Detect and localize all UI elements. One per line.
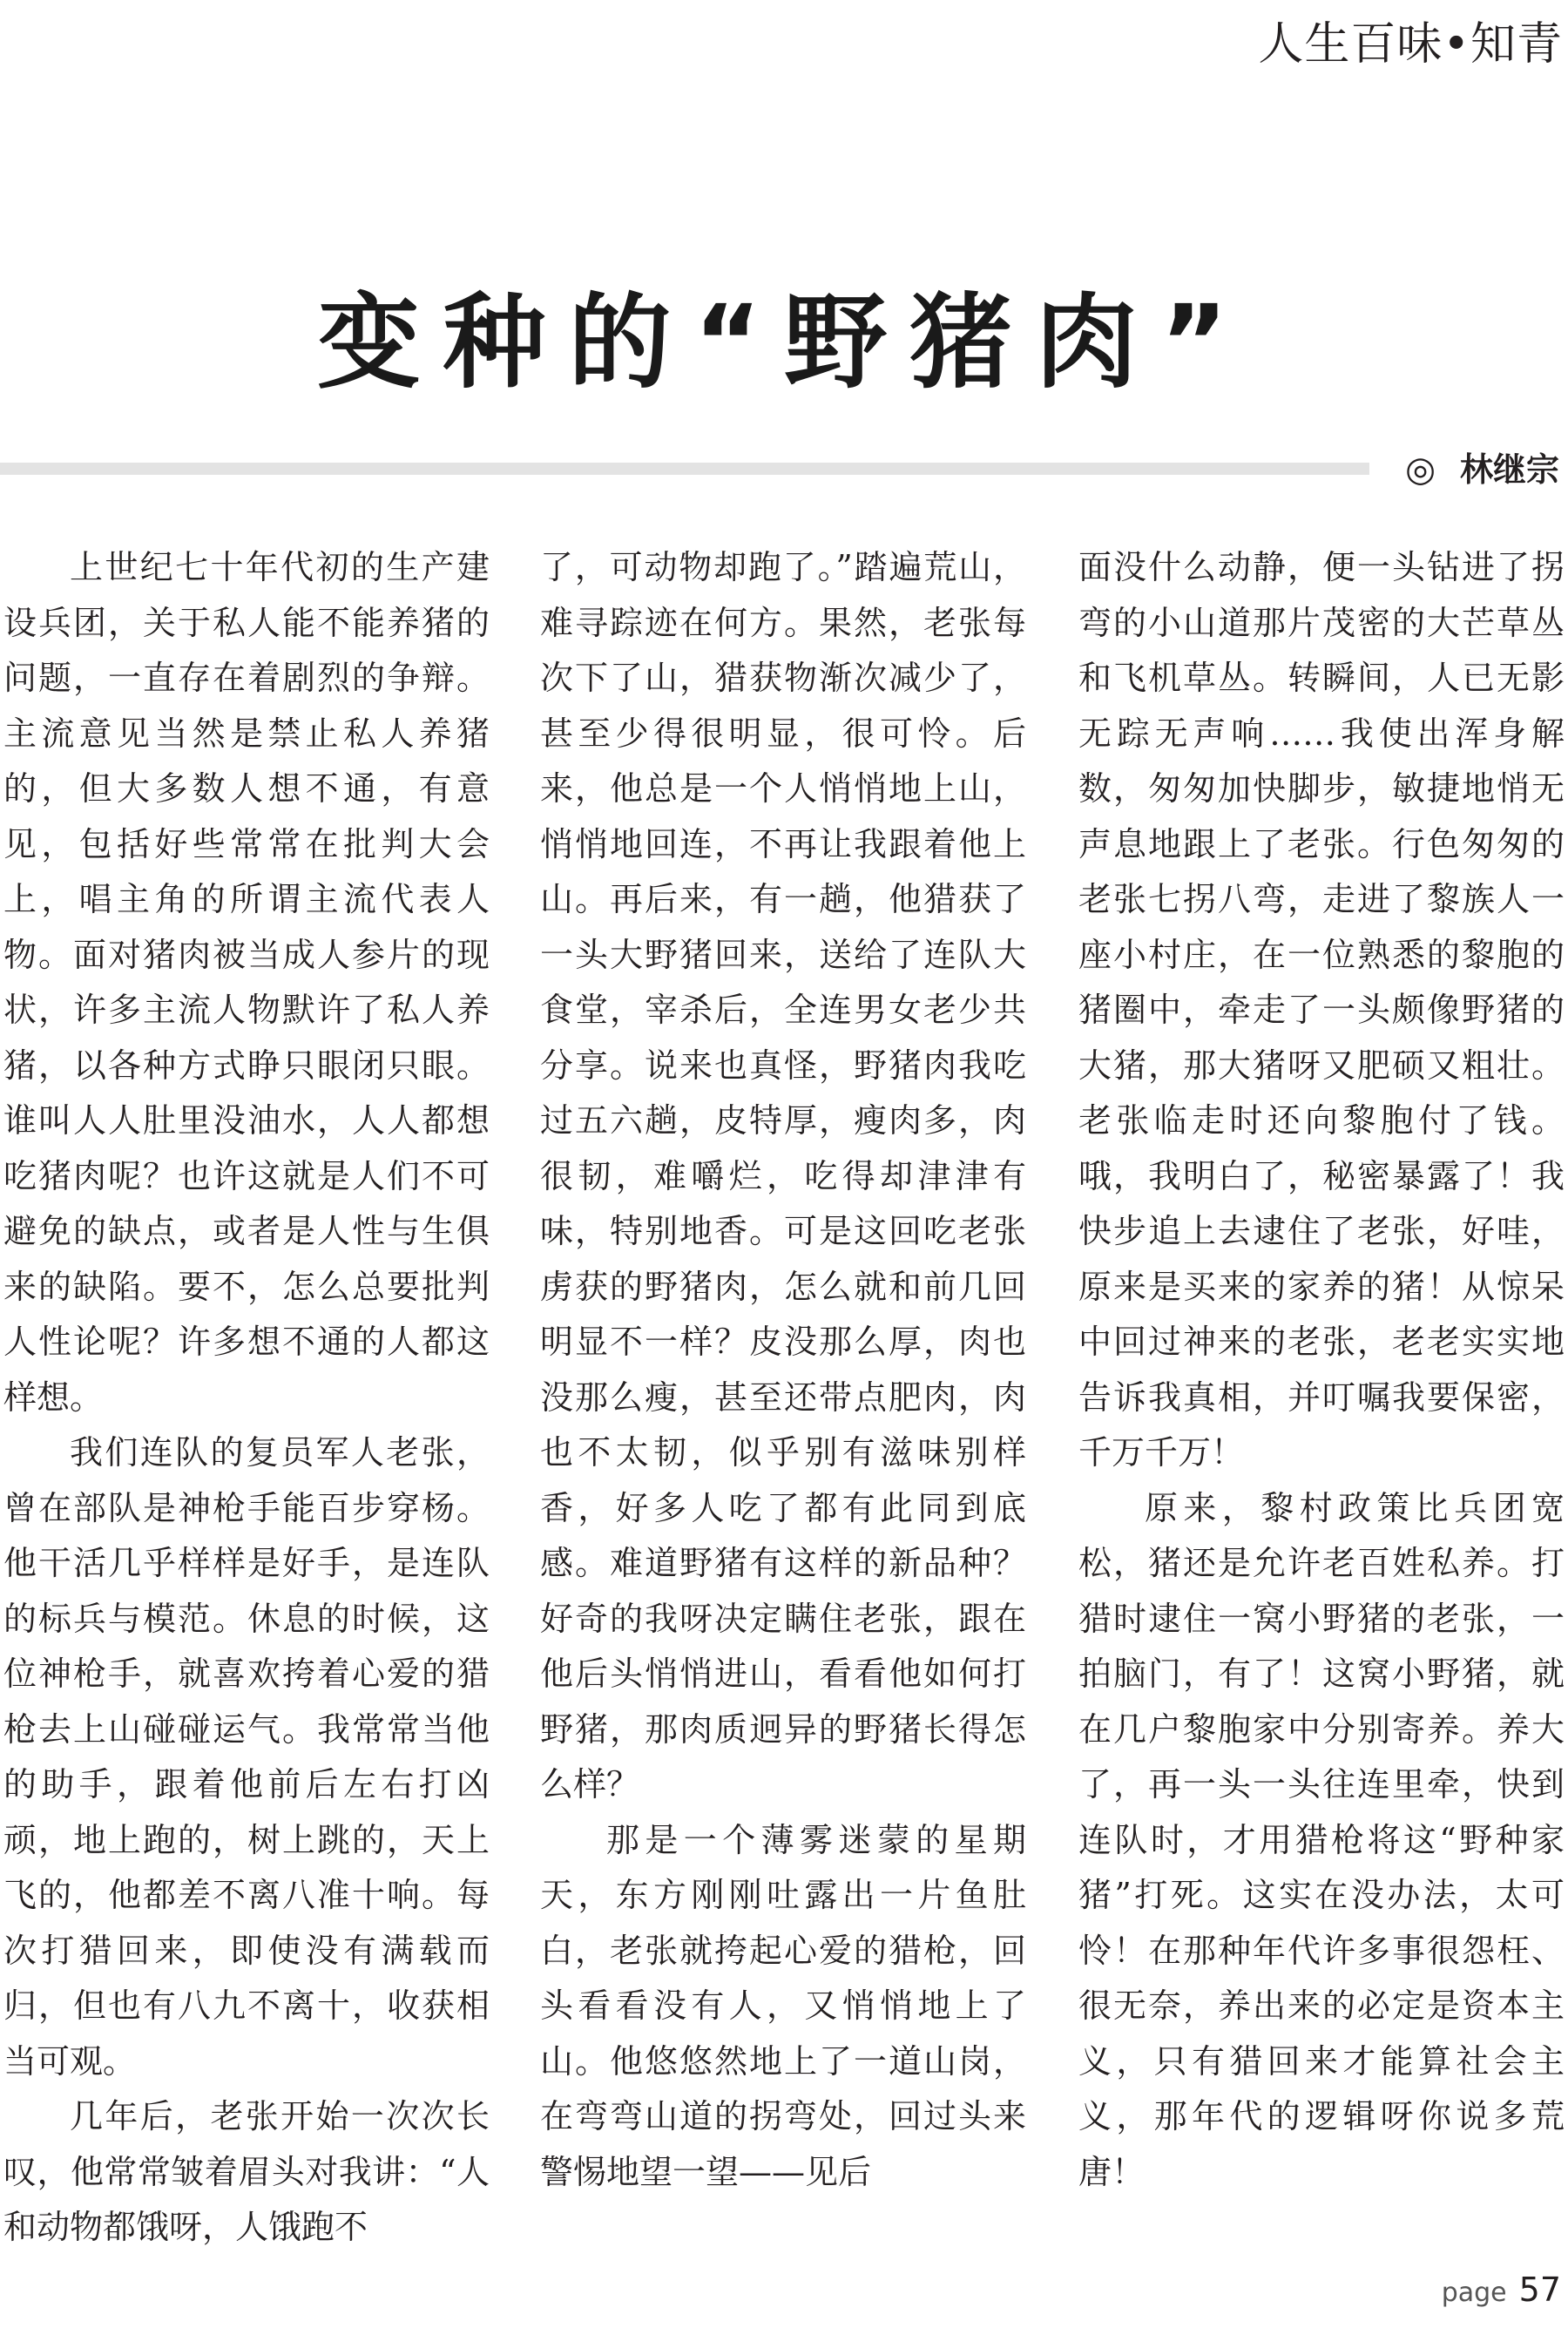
page-label: page — [1441, 2277, 1507, 2308]
paragraph: 我们连队的复员军人老张，曾在部队是神枪手能百步穿杨。他干活几乎样样是好手，是连队的标兵与模范。休息的时候，这位神枪手，就喜欢挎着心爱的猎枪去上山碰碰运气。我常常当他的助手，跟着他前后左右打凶顽，地上跑的，树上跳的，天上飞的，他都差不离八准十响。每次打猎回来，即使没有满载而归，但也有八九不离十，收获相当可观。 — [3, 1433, 490, 2081]
article-title: 变种的“野猪肉” — [317, 282, 1251, 403]
text-column-3 — [1078, 540, 1565, 2200]
article-body — [0, 540, 1568, 2274]
paragraph: 面没什么动静，便一头钻进了拐弯的小山道那片茂密的大芒草丛和飞机草丛。转瞬间，人已无影无踪无声响……我使出浑身解数，匆匆加快脚步，敏捷地悄无声息地跟上了老张。行色匆匆的老张七拐八弯，走进了黎族人一座小村庄，在一位熟悉的黎胞的猪圈中，牵走了一头颇像野猪的大猪，那大猪呀又肥硕又粗壮。老张临走时还向黎胞付了钱。哦，我明白了，秘密暴露了！我快步追上去逮住了老张，好哇，原来是买来的家养的猪！从惊呆中回过神来的老张，老老实实地告诉我真相，并叮嘱我要保密，千万千万！ — [1078, 548, 1565, 1472]
page-footer — [1442, 2270, 1561, 2309]
author-name: 林继宗 — [1459, 450, 1559, 489]
title-divider — [0, 463, 1369, 475]
section-label: 人生百味•知青 — [1258, 18, 1563, 71]
text-column-1 — [3, 540, 490, 2256]
paragraph: 上世纪七十年代初的生产建设兵团，关于私人能不能养猪的问题，一直存在着剧烈的争辩。主流意见当然是禁止私人养猪的，但大多数人想不通，有意见，包括好些常常在批判大会上，唱主角的所谓主流代表人物。面对猪肉被当成人参片的现状，许多主流人物默许了私人养猪，以各种方式睁只眼闭只眼。谁叫人人肚里没油水，人人都想吃猪肉呢？也许这就是人们不可避免的缺点，或者是人性与生俱来的缺陷。要不，怎么总要批判人性论呢？许多想不通的人都这样想。 — [3, 548, 490, 1417]
byline-mark: ◎ — [1405, 450, 1436, 490]
byline — [1405, 443, 1559, 491]
text-column-2 — [540, 540, 1026, 2200]
paragraph: 几年后，老张开始一次次长叹，他常常皱着眉头对我讲：“人和动物都饿呀，人饿跑不 — [3, 2097, 490, 2246]
page-number: 57 — [1518, 2270, 1561, 2309]
paragraph: 原来，黎村政策比兵团宽松，猪还是允许老百姓私养。打猎时逮住一窝小野猪的老张，一拍脑门，有了！这窝小野猪，就在几户黎胞家中分别寄养。养大了，再一头一头往连里牵，快到连队时，才用猎枪将这“野种家猪”打死。这实在没办法，太可怜！在那种年代许多事很怨枉、很无奈，养出来的必定是资本主义，只有猎回来才能算社会主义，那年代的逻辑呀你说多荒唐！ — [1078, 1488, 1565, 2191]
paragraph: 那是一个薄雾迷蒙的星期天，东方刚刚吐露出一片鱼肚白，老张就挎起心爱的猎枪，回头看看没有人，又悄悄地上了山。他悠悠然地上了一道山岗，在弯弯山道的拐弯处，回过头来警惕地望一望——见后 — [540, 1820, 1026, 2191]
paragraph: 了，可动物却跑了。”踏遍荒山，难寻踪迹在何方。果然，老张每次下了山，猎获物渐次减少了，甚至少得很明显，很可怜。后来，他总是一个人悄悄地上山，悄悄地回连，不再让我跟着他上山。再后来，有一趟，他猎获了一头大野猪回来，送给了连队大食堂，宰杀后，全连男女老少共分享。说来也真怪，野猪肉我吃过五六趟，皮特厚，瘦肉多，肉很韧，难嚼烂，吃得却津津有味，特别地香。可是这回吃老张虏获的野猪肉，怎么就和前几回明显不一样？皮没那么厚，肉也没那么瘦，甚至还带点肥肉，肉也不太韧，似乎别有滋味别样香，好多人吃了都有此同到底感。难道野猪有这样的新品种？好奇的我呀决定瞒住老张，跟在他后头悄悄进山，看看他如何打野猪，那肉质迥异的野猪长得怎么样？ — [540, 548, 1026, 1804]
